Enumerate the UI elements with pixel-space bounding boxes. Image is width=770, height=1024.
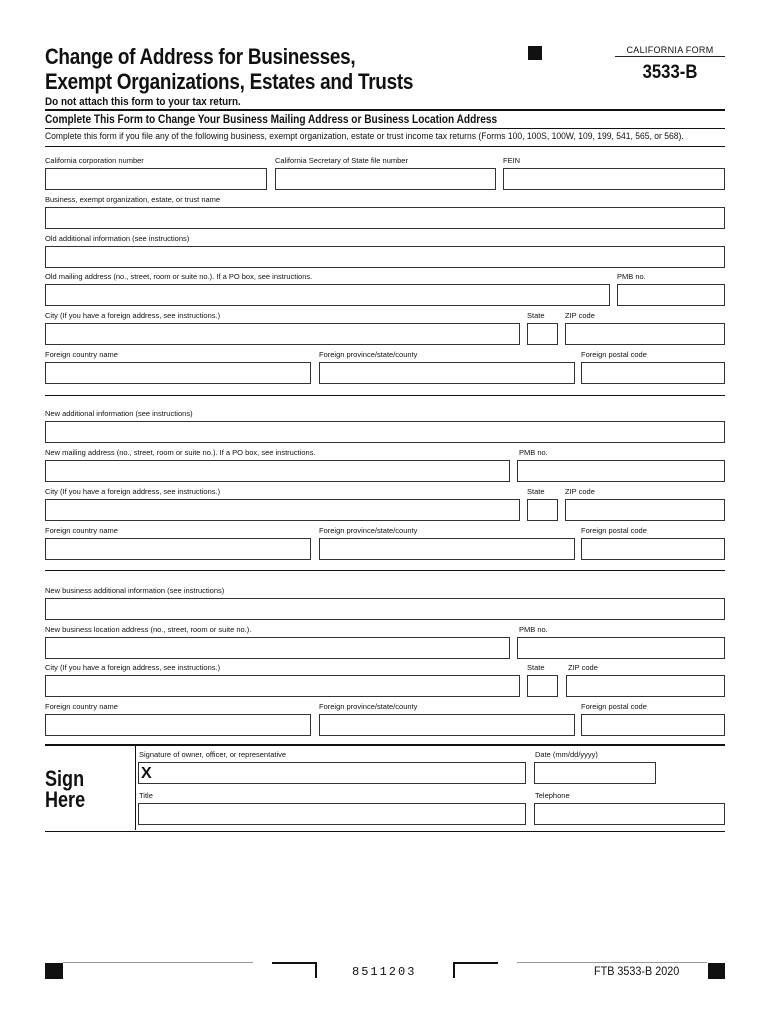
new-biz-country-field[interactable] (45, 714, 311, 736)
new-biz-state-label: State (527, 663, 545, 672)
entity-name-label: Business, exempt organization, estate, or trust name (45, 195, 221, 204)
corp-number-label: California corporation number (45, 156, 144, 165)
old-state-label: State (527, 311, 545, 320)
telephone-field[interactable] (534, 803, 725, 825)
registration-mark-bottom-right (708, 963, 725, 979)
old-new-divider (45, 395, 725, 396)
fein-label: FEIN (503, 156, 521, 165)
new-biz-location-field[interactable] (45, 637, 510, 659)
new-biz-location-label: New business location address (no., street, room or suite no.). (45, 625, 252, 634)
barcode-bracket-right (453, 962, 498, 978)
date-label: Date (mm/dd/yyyy) (535, 750, 598, 759)
old-additional-field[interactable] (45, 246, 725, 268)
registration-mark-top (528, 46, 542, 60)
form-title-line1: Change of Address for Businesses, (45, 44, 356, 69)
new-postal-field[interactable] (581, 538, 725, 560)
sign-top-rule (45, 744, 725, 746)
corp-number-field[interactable] (45, 168, 267, 190)
old-zip-field[interactable] (565, 323, 725, 345)
old-state-field[interactable] (527, 323, 558, 345)
old-postal-field[interactable] (581, 362, 725, 384)
new-mailing-field[interactable] (45, 460, 510, 482)
footer-form-id: FTB 3533-B 2020 (594, 964, 680, 978)
signature-field[interactable] (138, 762, 526, 784)
new-city-label: City (If you have a foreign address, see instructions.) (45, 487, 221, 496)
form-title-line2: Exempt Organizations, Estates and Trusts (45, 69, 414, 94)
sign-here-heading (45, 768, 85, 810)
sign-bottom-rule (45, 831, 725, 832)
new-province-field[interactable] (319, 538, 575, 560)
new-biz-zip-field[interactable] (566, 675, 725, 697)
new-postal-label: Foreign postal code (581, 526, 647, 535)
new-biz-additional-label: New business additional information (see instructions) (45, 586, 225, 595)
old-province-label: Foreign province/state/county (319, 350, 418, 359)
new-biz-province-label: Foreign province/state/county (319, 702, 418, 711)
telephone-label: Telephone (535, 791, 570, 800)
barcode-bracket-left (272, 962, 317, 978)
signature-label: Signature of owner, officer, or representative (139, 750, 287, 759)
old-pmb-label: PMB no. (617, 272, 646, 281)
new-biz-zip-label: ZIP code (568, 663, 598, 672)
new-biz-city-field[interactable] (45, 675, 520, 697)
old-province-field[interactable] (319, 362, 575, 384)
sos-file-label: California Secretary of State file number (275, 156, 408, 165)
new-biz-postal-label: Foreign postal code (581, 702, 647, 711)
state-form-label: CALIFORNIA FORM (615, 45, 725, 57)
new-additional-field[interactable] (45, 421, 725, 443)
old-mailing-field[interactable] (45, 284, 610, 306)
old-zip-label: ZIP code (565, 311, 595, 320)
new-biz-additional-field[interactable] (45, 598, 725, 620)
new-biz-city-label: City (If you have a foreign address, see instructions.) (45, 663, 221, 672)
new-city-field[interactable] (45, 499, 520, 521)
sign-vertical-rule (135, 746, 136, 830)
old-city-label: City (If you have a foreign address, see instructions.) (45, 311, 221, 320)
new-country-field[interactable] (45, 538, 311, 560)
new-country-label: Foreign country name (45, 526, 118, 535)
section-intro: Complete this form if you file any of the following business, exempt organization, estate or trust income tax returns (Forms 100, 100S, 100W, 109, 199, 541, 565, or 568). (45, 131, 684, 142)
form-number: 3533-B (642, 62, 698, 83)
new-biz-province-field[interactable] (319, 714, 575, 736)
new-state-field[interactable] (527, 499, 558, 521)
sos-file-field[interactable] (275, 168, 496, 190)
new-zip-label: ZIP code (565, 487, 595, 496)
date-field[interactable] (534, 762, 656, 784)
title-field[interactable] (138, 803, 526, 825)
form-subtitle: Do not attach this form to your tax return. (45, 96, 241, 108)
new-pmb-field[interactable] (517, 460, 725, 482)
here-word: Here (45, 787, 86, 812)
new-mailing-label: New mailing address (no., street, room or suite no.). If a PO box, see instructions. (45, 448, 316, 457)
section-rule (45, 128, 725, 129)
new-business-divider (45, 570, 725, 571)
intro-rule (45, 146, 725, 147)
new-province-label: Foreign province/state/county (319, 526, 418, 535)
old-pmb-field[interactable] (617, 284, 725, 306)
new-additional-label: New additional information (see instructions) (45, 409, 193, 418)
header-rule (45, 109, 725, 111)
section-heading: Complete This Form to Change Your Business Mailing Address or Business Location Address (45, 114, 498, 126)
title-label: Title (139, 791, 153, 800)
footer-left-line (63, 962, 253, 963)
new-zip-field[interactable] (565, 499, 725, 521)
old-country-field[interactable] (45, 362, 311, 384)
sign-word: Sign (45, 766, 85, 791)
new-biz-pmb-field[interactable] (517, 637, 725, 659)
fein-field[interactable] (503, 168, 725, 190)
signature-x-mark: X (141, 765, 152, 782)
old-country-label: Foreign country name (45, 350, 118, 359)
old-postal-label: Foreign postal code (581, 350, 647, 359)
new-biz-state-field[interactable] (527, 675, 558, 697)
new-biz-postal-field[interactable] (581, 714, 725, 736)
new-biz-country-label: Foreign country name (45, 702, 118, 711)
old-city-field[interactable] (45, 323, 520, 345)
old-additional-label: Old additional information (see instructions) (45, 234, 190, 243)
old-mailing-label: Old mailing address (no., street, room or suite no.). If a PO box, see instructions. (45, 272, 313, 281)
barcode-number: 8511203 (352, 965, 417, 979)
footer-right-line (517, 962, 707, 963)
entity-name-field[interactable] (45, 207, 725, 229)
form-title (45, 44, 413, 94)
new-biz-pmb-label: PMB no. (519, 625, 548, 634)
new-state-label: State (527, 487, 545, 496)
registration-mark-bottom-left (45, 963, 63, 979)
new-pmb-label: PMB no. (519, 448, 548, 457)
